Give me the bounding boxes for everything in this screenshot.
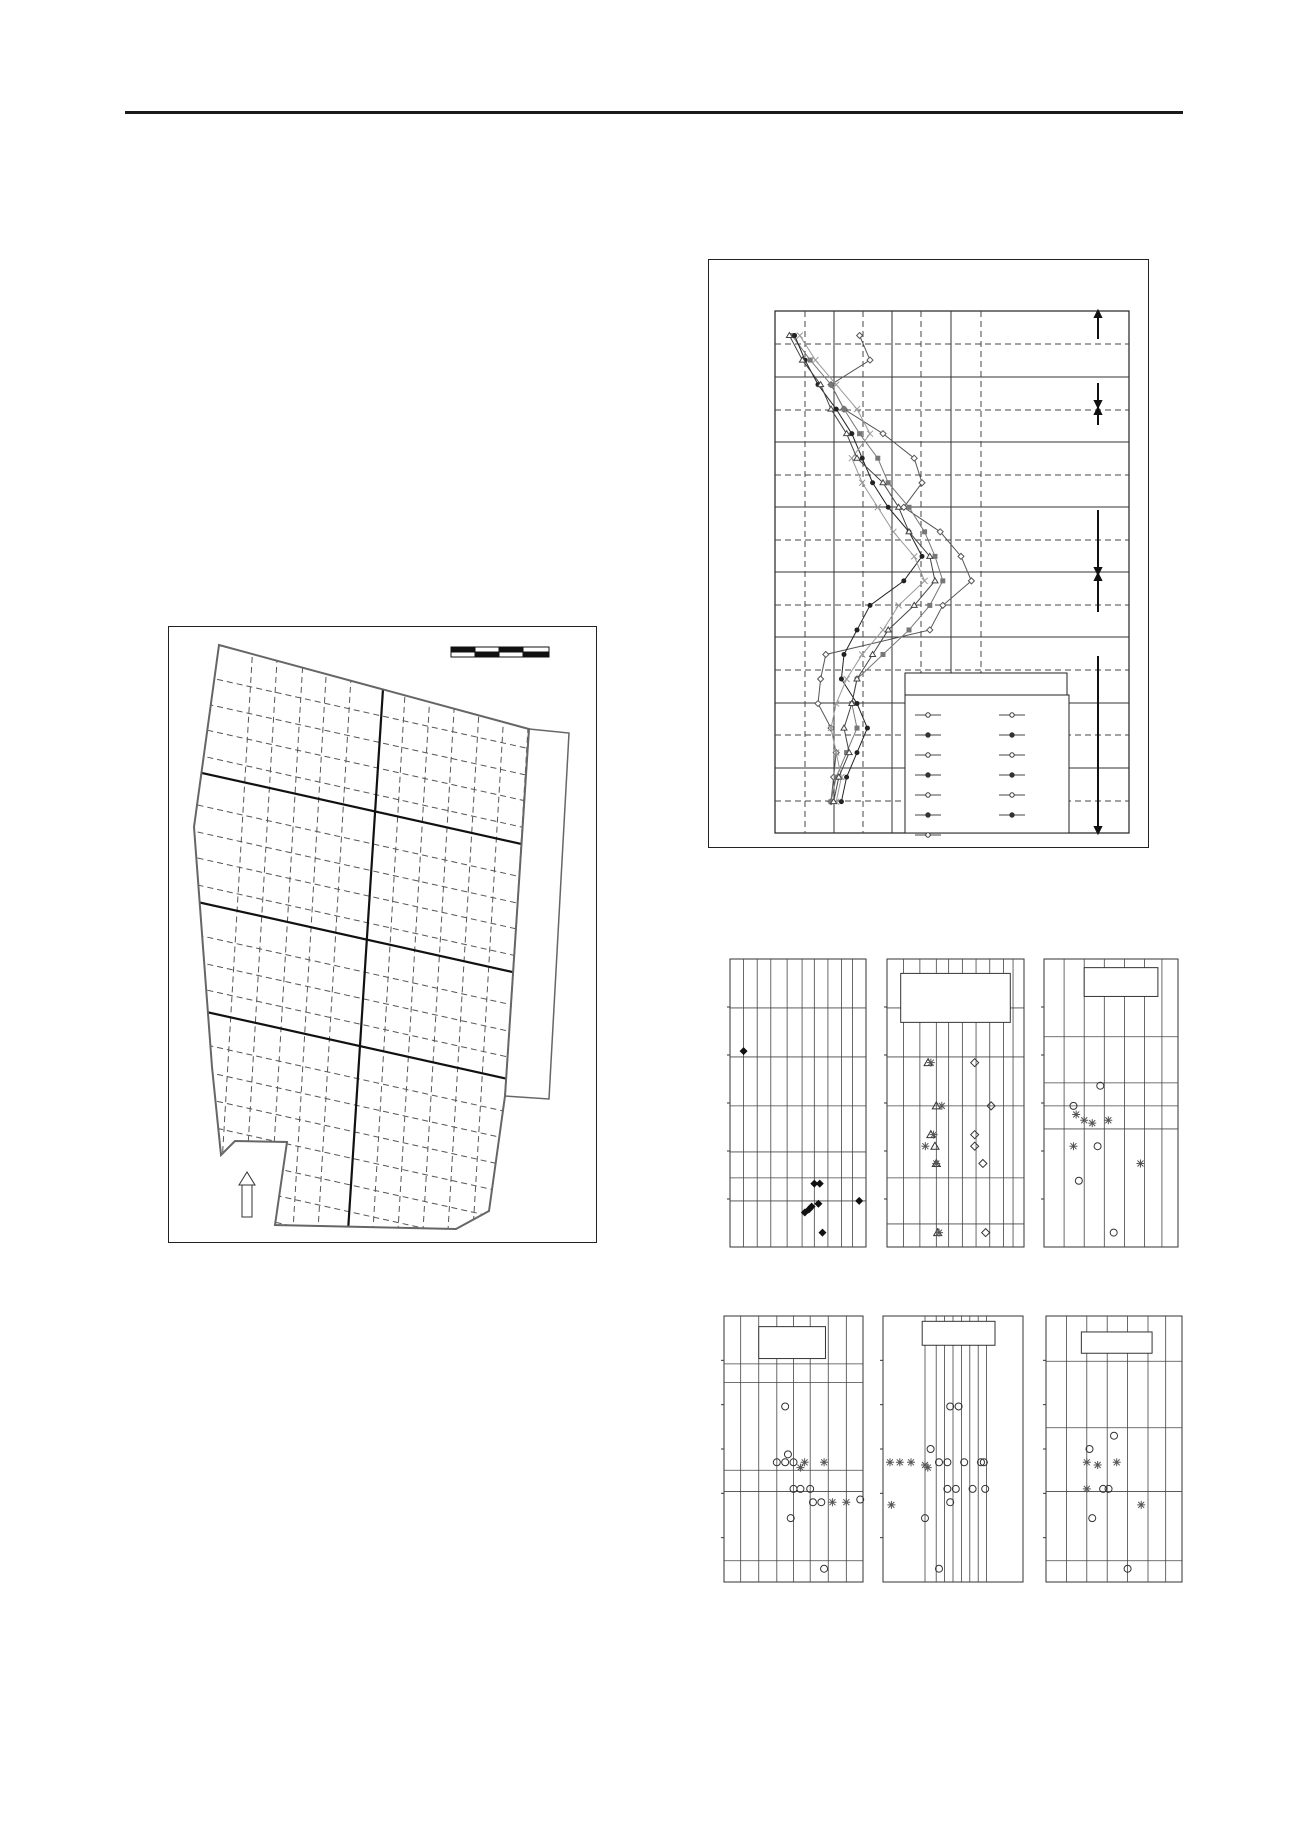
legend-swatch-marker — [1010, 813, 1014, 817]
profile-data-point — [834, 407, 839, 412]
profile-data-point — [823, 651, 829, 657]
scatter-frame — [730, 959, 866, 1247]
profile-data-point — [867, 431, 873, 437]
scatter-point-asterisk — [828, 1498, 836, 1506]
scatter-point-diamond — [982, 1229, 990, 1237]
scatter-chart-2 — [883, 955, 1028, 1251]
scatter-point-asterisk — [1104, 1116, 1112, 1124]
profile-data-point — [859, 651, 865, 657]
scatter-panel-4 — [720, 1312, 867, 1586]
profile-data-point — [860, 456, 865, 461]
arrow-up-icon — [239, 1172, 255, 1217]
depth-range-arrows — [1095, 311, 1101, 833]
profile-data-point — [797, 333, 803, 339]
legend-swatch-marker — [926, 793, 930, 797]
scatter-point-asterisk — [927, 1059, 935, 1067]
depth-profile-chart — [709, 260, 1147, 846]
scatter-point-diamond — [971, 1131, 979, 1139]
scatter-legend-box — [922, 1321, 995, 1345]
scatter-chart-5 — [879, 1312, 1027, 1586]
site-grid-major — [169, 627, 589, 1241]
profile-series-line — [795, 336, 922, 802]
scale-bar — [451, 647, 549, 657]
scatter-point-asterisk — [896, 1458, 904, 1466]
profile-data-point — [842, 407, 847, 412]
scatter-point-asterisk — [930, 1131, 938, 1139]
scatter-point-asterisk — [907, 1458, 915, 1466]
profile-data-point — [849, 431, 854, 436]
scatter-legend-box — [901, 973, 1011, 1022]
profile-data-point — [854, 406, 860, 412]
profile-data-point — [907, 505, 912, 510]
scatter-point-circle — [821, 1565, 828, 1572]
scatter-point-asterisk — [921, 1142, 929, 1150]
scatter-point-circle — [1075, 1177, 1082, 1184]
scatter-point-asterisk — [887, 1501, 895, 1509]
scatter-point-circle — [1110, 1229, 1117, 1236]
profile-data-point — [855, 726, 860, 731]
scatter-point-asterisk — [1069, 1142, 1077, 1150]
profile-data-point — [886, 505, 891, 510]
profile-data-point — [815, 701, 821, 707]
scatter-point-diamond-filled — [816, 1180, 824, 1188]
scatter-point-asterisk — [1137, 1501, 1145, 1509]
scatter-panel-1 — [726, 955, 870, 1251]
scatter-panel-6 — [1042, 1312, 1186, 1586]
scatter-point-asterisk — [796, 1464, 804, 1472]
scatter-panel-2 — [883, 955, 1028, 1251]
scatter-point-asterisk — [1136, 1159, 1144, 1167]
scatter-point-circle — [982, 1485, 989, 1492]
legend-swatch-marker — [926, 713, 930, 717]
profile-data-point — [854, 455, 860, 460]
profile-data-point — [922, 529, 927, 534]
profile-data-point — [844, 676, 850, 682]
profile-data-point — [839, 799, 844, 804]
profile-data-point — [855, 750, 860, 755]
site-plan-map — [169, 627, 595, 1241]
profile-data-point — [927, 627, 933, 633]
profile-data-point — [867, 357, 873, 363]
legend-swatch-marker — [926, 833, 930, 837]
scatter-point-circle — [782, 1459, 789, 1466]
scatter-point-diamond — [971, 1142, 979, 1150]
scatter-point-asterisk — [886, 1458, 894, 1466]
profile-legend — [905, 673, 1069, 837]
profile-data-point — [890, 529, 896, 535]
profile-data-point — [886, 480, 891, 485]
scatter-point-asterisk — [801, 1458, 809, 1466]
scatter-point-circle — [818, 1499, 825, 1506]
profile-data-point — [808, 358, 813, 363]
legend-swatch-marker — [926, 773, 930, 777]
scatter-chart-1 — [726, 955, 870, 1251]
scatter-point-asterisk — [1113, 1458, 1121, 1466]
scatter-point-asterisk — [842, 1498, 850, 1506]
scatter-point-asterisk — [1094, 1461, 1102, 1469]
profile-data-point — [920, 554, 925, 559]
scatter-point-diamond — [971, 1059, 979, 1067]
profile-data-point — [818, 676, 824, 682]
profile-data-point — [933, 554, 938, 559]
profile-data-point — [922, 578, 928, 584]
profile-data-point — [881, 652, 886, 657]
scatter-point-asterisk — [938, 1102, 946, 1110]
legend-swatch-marker — [1010, 753, 1014, 757]
scatter-point-asterisk — [924, 1464, 932, 1472]
profile-data-point — [792, 333, 797, 338]
scatter-point-asterisk — [1072, 1111, 1080, 1119]
scatter-point-circle — [1094, 1143, 1101, 1150]
depth-profile-figure — [708, 259, 1149, 848]
header-rule — [125, 111, 1183, 114]
profile-data-point — [857, 333, 863, 339]
profile-data-point — [829, 382, 834, 387]
profile-data-point — [901, 578, 906, 583]
scatter-legend-box — [1081, 1332, 1152, 1353]
scatter-chart-6 — [1042, 1312, 1186, 1586]
scatter-point-circle — [1111, 1432, 1118, 1439]
legend-swatch-marker — [1010, 733, 1014, 737]
legend-swatch-marker — [926, 733, 930, 737]
profile-data-point — [932, 578, 938, 583]
scatter-point-asterisk — [1083, 1458, 1091, 1466]
site-plan-figure — [168, 626, 597, 1243]
scatter-point-circle — [1089, 1515, 1096, 1522]
scatter-point-circle — [782, 1403, 789, 1410]
site-grid-dashed — [169, 627, 589, 1241]
scatter-point-triangle — [931, 1142, 939, 1149]
scatter-panel-5 — [879, 1312, 1027, 1586]
profile-data-point — [911, 553, 917, 559]
scatter-point-asterisk — [935, 1229, 943, 1237]
scatter-point-circle — [784, 1451, 791, 1458]
scatter-point-diamond-filled — [740, 1047, 748, 1055]
scatter-panel-3 — [1040, 955, 1182, 1251]
profile-data-point — [828, 406, 834, 411]
profile-data-point — [842, 652, 847, 657]
scatter-chart-3 — [1040, 955, 1182, 1251]
profile-data-point — [841, 725, 847, 730]
scatter-legend-box — [1084, 968, 1158, 997]
profile-data-point — [870, 651, 876, 656]
profile-data-point — [927, 603, 932, 608]
scatter-point-asterisk — [1083, 1485, 1091, 1493]
scatter-point-asterisk — [820, 1458, 828, 1466]
legend-swatch-marker — [1010, 773, 1014, 777]
legend-swatch-marker — [1010, 713, 1014, 717]
scatter-point-asterisk — [1080, 1116, 1088, 1124]
scatter-point-asterisk — [932, 1159, 940, 1167]
site-annex-outline — [505, 729, 569, 1099]
profile-data-point — [844, 775, 849, 780]
profile-data-point — [870, 480, 875, 485]
scatter-point-circle — [1097, 1082, 1104, 1089]
legend-swatch-marker — [926, 753, 930, 757]
profile-data-point — [855, 701, 860, 706]
scatter-point-diamond-filled — [818, 1229, 826, 1237]
scatter-point-diamond — [979, 1159, 987, 1167]
profile-data-point — [940, 578, 945, 583]
profile-data-point — [857, 431, 862, 436]
profile-data-point — [812, 357, 818, 363]
scatter-legend-box — [759, 1327, 826, 1359]
profile-data-point — [859, 480, 865, 486]
scatter-point-diamond-filled — [855, 1197, 863, 1205]
profile-data-point — [855, 627, 860, 632]
profile-data-point — [839, 677, 844, 682]
legend-swatch-marker — [926, 813, 930, 817]
scatter-chart-4 — [720, 1312, 867, 1586]
profile-data-point — [868, 603, 873, 608]
legend-swatch-marker — [1010, 793, 1014, 797]
profile-data-point — [844, 431, 850, 436]
profile-data-point — [907, 627, 912, 632]
profile-data-point — [875, 456, 880, 461]
profile-data-point — [865, 726, 870, 731]
scatter-point-asterisk — [1088, 1119, 1096, 1127]
scatter-point-circle — [927, 1446, 934, 1453]
